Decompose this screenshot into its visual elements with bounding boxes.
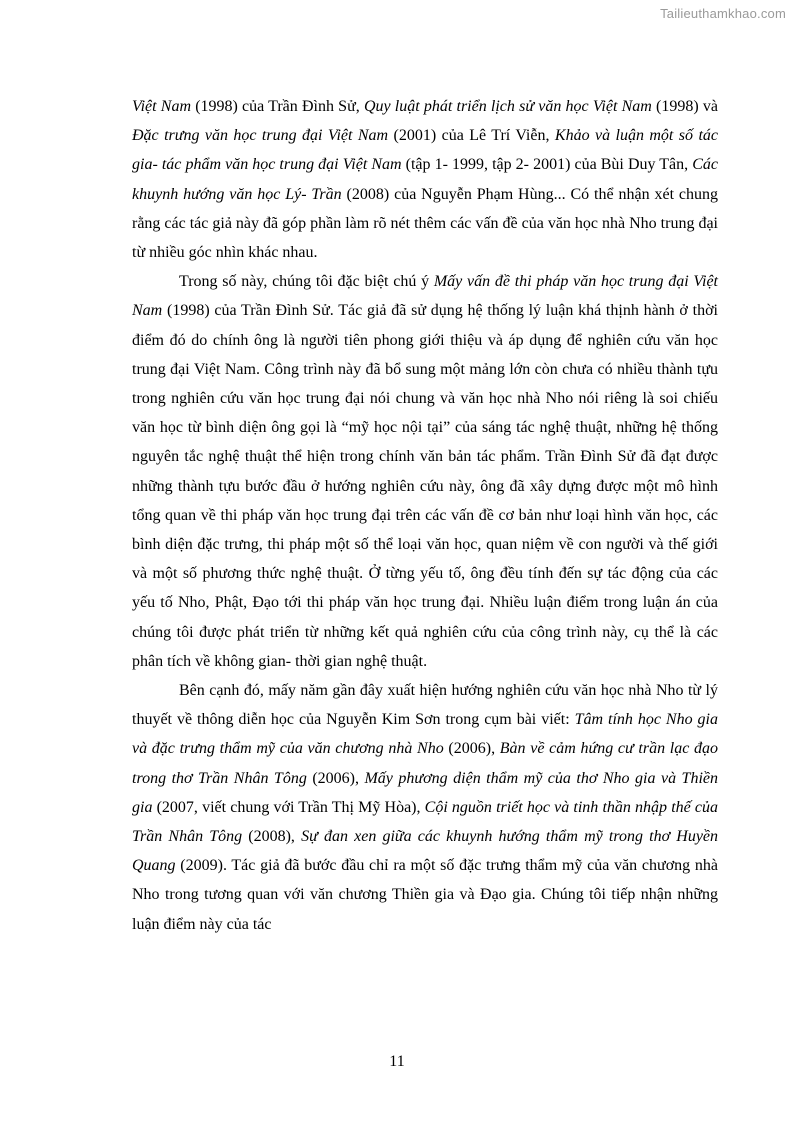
text-run: (2009). Tác giả đã bước đầu chỉ ra một số đặc trưng thẩm mỹ của văn chương nhà Nho trong tương quan với văn chương Thiền gia và Đạo gia. Chúng tôi tiếp nhận những luận điểm này của tác	[132, 857, 718, 933]
italic-title-run: Quy luật phát triển lịch sử văn học Việt Nam	[363, 98, 652, 115]
text-run: (1998) và	[651, 98, 718, 115]
text-run: (2006),	[443, 740, 500, 758]
text-run: (tập 1- 1999, tập 2- 2001) của Bùi Duy Tân,	[401, 156, 693, 174]
text-run: (2007, viết chung với Trần Thị Mỹ Hòa),	[152, 798, 425, 816]
italic-title-run: Tâm tính học Nho gia và đặc trưng thẩm mỹ của văn chương nhà Nho	[132, 711, 719, 758]
italic-title-run: Các khuynh hướng văn học Lý- Trần	[132, 156, 719, 203]
italic-title-run: Mấy vấn đề thi pháp văn học trung đại Việt Nam	[132, 273, 718, 320]
italic-title-run: Mấy phương diện thẩm mỹ của thơ Nho gia và Thiền gia	[132, 769, 718, 816]
italic-title-run: Đặc trưng văn học trung đại Việt Nam	[132, 127, 389, 145]
watermark: Tailieuthamkhao.com	[660, 6, 786, 21]
text-run: (2001) của Lê Trí Viễn,	[388, 127, 555, 145]
text-run: (2006),	[306, 769, 365, 787]
text-run: Trong số này, chúng tôi đặc biệt chú ý	[179, 273, 434, 291]
paragraph	[132, 92, 718, 267]
italic-title-run: Sự đan xen giữa các khuynh hướng thẩm mỹ trong thơ Huyền Quang	[132, 828, 719, 875]
document-body	[132, 92, 718, 939]
text-run: (1998) của Trần Đình Sử,	[191, 98, 364, 115]
text-run: (2008),	[242, 828, 302, 846]
italic-title-run: Bàn về cảm hứng cư trần lạc đạo trong thơ Trần Nhân Tông	[132, 740, 719, 787]
italic-title-run: Cội nguồn triết học và tinh thần nhập thế của Trần Nhân Tông	[132, 798, 719, 846]
italic-title-run: Việt Nam	[132, 98, 191, 115]
paragraph	[132, 267, 718, 676]
text-run: (1998) của Trần Đình Sử. Tác giả đã sử dụng hệ thống lý luận khá thịnh hành ở thời điểm đó do chính ông là người tiên phong giới thiệu và áp dụng để nghiên cứu văn học trung đại Việt Nam. Công trình này đã bổ sung một mảng lớn còn chưa có nhiều thành tựu trong nghiên cứu văn học trung đại nói chung và văn học nhà Nho nói riêng là soi chiếu văn học từ bình diện ông gọi là “mỹ học nội tại” của sáng tác nghệ thuật, những hệ thống nguyên tắc nghệ thuật thể hiện trong chính văn bản tác phẩm. Trần Đình Sử đã đạt được những thành tựu bước đầu ở hướng nghiên cứu này, ông đã xây dựng được một mô hình tổng quan về thi pháp văn học trung đại trên các vấn đề cơ bản như loại hình văn học, các bình diện đặc trưng, thi pháp một số thể loại văn học, quan niệm về con người và thế giới và một số phương thức nghệ thuật. Ở từng yếu tố, ông đều tính đến sự tác động của các yếu tố Nho, Phật, Đạo tới thi pháp văn học trung đại. Nhiều luận điểm trong luận án của chúng tôi được phát triển từ những kết quả nghiên cứu của công trình này, cụ thể là các phân tích về không gian- thời gian nghệ thuật.	[132, 302, 718, 670]
page-number: 11	[389, 1053, 405, 1070]
text-run: Bên cạnh đó, mấy năm gần đây xuất hiện hướng nghiên cứu văn học nhà Nho từ lý thuyết về thông diễn học của Nguyễn Kim Sơn trong cụm bài viết:	[132, 682, 718, 729]
text-run: (2008) của Nguyễn Phạm Hùng... Có thể nhận xét chung rằng các tác giả này đã góp phần làm rõ nét thêm các vấn đề của văn học nhà Nho trung đại từ nhiều góc nhìn khác nhau.	[132, 185, 719, 262]
italic-title-run: Khảo và luận một số tác gia- tác phẩm văn học trung đại Việt Nam	[132, 127, 718, 174]
paragraph	[132, 676, 718, 939]
